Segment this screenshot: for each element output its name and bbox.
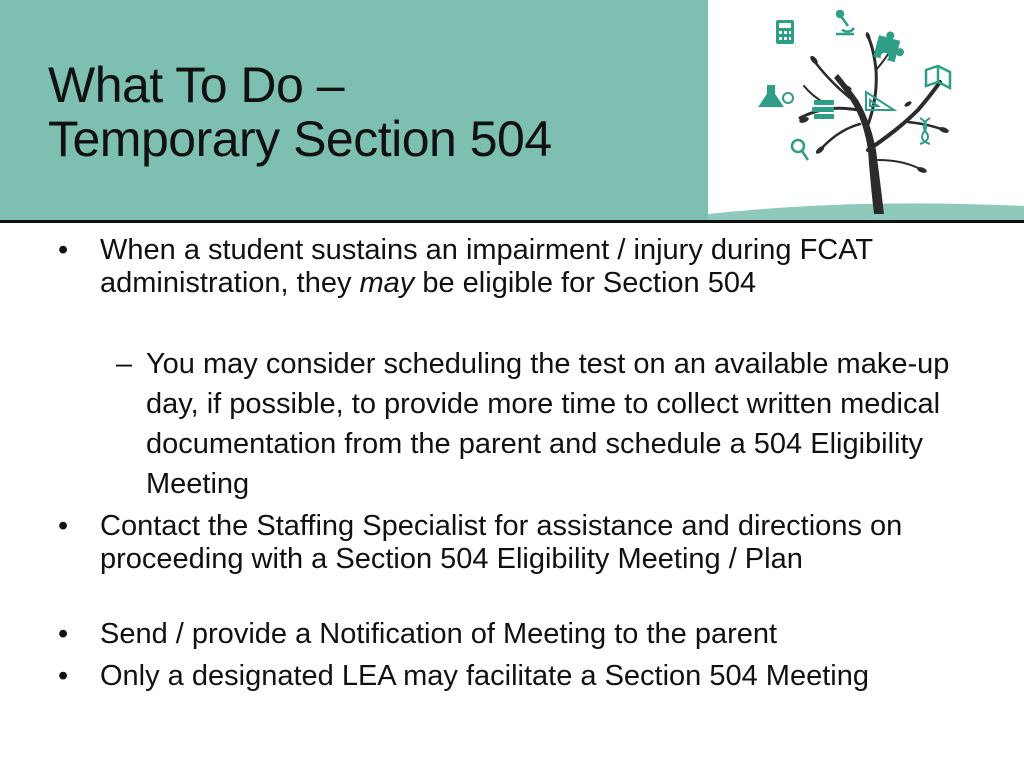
bullet-text: Only a designated LEA may facilitate a Section 504 Meeting (100, 660, 869, 692)
title-band (0, 0, 708, 220)
title-line-2: Temporary Section 504 (48, 111, 552, 167)
bullet-marker: • (58, 618, 69, 650)
bullet-item (58, 510, 940, 576)
magnifier-icon (792, 140, 808, 160)
bullet-item (58, 618, 940, 651)
sub-bullet-marker: – (116, 348, 133, 380)
tree-illustration (708, 0, 1024, 220)
title-line-1: What To Do – (48, 57, 345, 113)
books-stack-icon (812, 100, 834, 119)
bullet-text: When a student sustains an impairment / injury during FCAT administration, they (100, 234, 873, 299)
triangle-ruler-icon (866, 92, 894, 110)
ground-shape (708, 203, 1024, 220)
bullet-marker: • (58, 234, 69, 266)
tree-graphic (708, 0, 1024, 220)
puzzle-icon (873, 29, 908, 64)
sub-bullet-item (116, 344, 976, 504)
microscope-icon (836, 11, 854, 34)
bullet-text: Send / provide a Notification of Meeting to the parent (100, 618, 778, 650)
calculator-icon (776, 20, 794, 44)
slide-title (48, 58, 552, 166)
flask-icon (760, 86, 793, 106)
bullet-marker: • (58, 660, 69, 692)
dna-icon (920, 118, 930, 144)
bullet-text: Contact the Staffing Specialist for assistance and directions on proceeding with a Section 504 Eligibility Meeting / Plan (100, 510, 903, 575)
sub-bullet-text: You may consider scheduling the test on an available make-up day, if possible, to provide more time to collect written medical documentation from the parent and schedule a 504 Eligibility Meeting (146, 348, 950, 500)
bullet-marker: • (58, 510, 69, 542)
bullet-item (58, 660, 940, 693)
bullet-item (58, 234, 940, 300)
bullet-emphasis: may (359, 267, 415, 299)
bullet-text-cont: be eligible for Section 504 (414, 267, 757, 299)
header-divider (0, 220, 1024, 223)
